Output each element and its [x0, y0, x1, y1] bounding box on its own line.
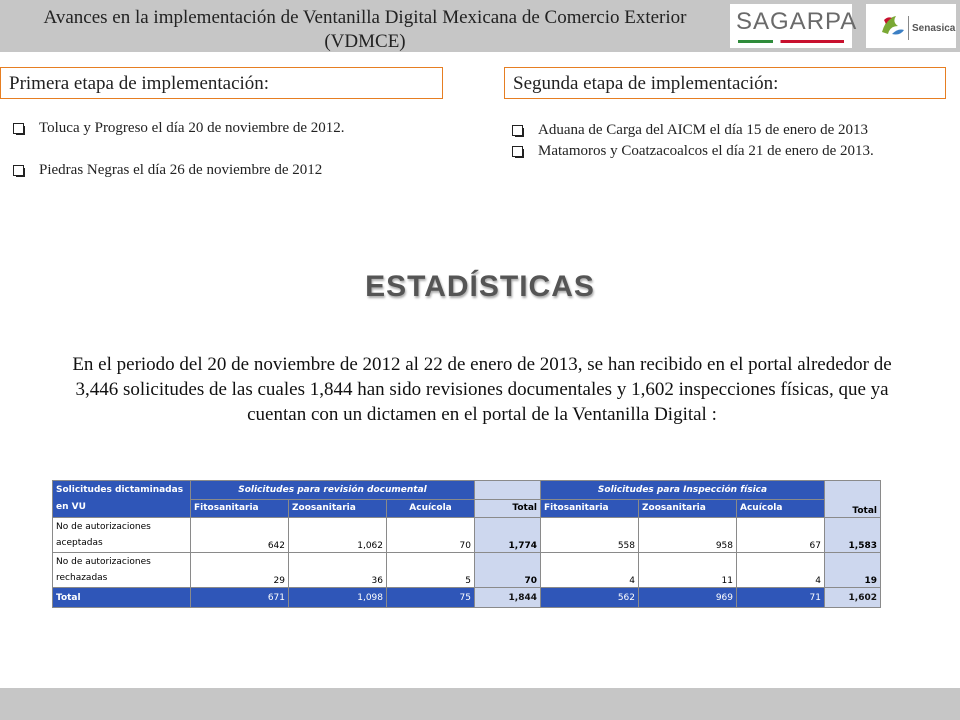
- senasica-logo-text: Senasica: [912, 23, 956, 34]
- footer-bar: [0, 688, 960, 720]
- stats-paragraph: En el periodo del 20 de noviembre de 2012 al 22 de enero de 2013, se han recibido en el portal alrededor de 3,446 solicitudes de las cuales 1,844 han sido revisiones documentales y 1,602 inspecciones físicas, que ya cuentan con un dictamen en el portal de la Ventanilla Digital :: [72, 354, 892, 425]
- table-row: [53, 553, 881, 588]
- sagarpa-logo: [730, 4, 858, 48]
- checkbox-bullet-icon: [512, 125, 523, 136]
- checkbox-bullet-icon: [512, 146, 523, 157]
- senasica-emblem-icon: [878, 12, 906, 40]
- list-item: [13, 160, 473, 181]
- col-header: Fitosanitaria: [191, 499, 289, 518]
- col-header-total1: Total: [475, 499, 541, 518]
- table-cell: 11: [639, 553, 737, 588]
- list-item-text: Toluca y Progreso el día 20 de noviembre de 2012.: [39, 120, 345, 136]
- table-cell-total: 1,844: [475, 588, 541, 608]
- list-item: [512, 141, 922, 162]
- stage1-heading: Primera etapa de implementación:: [0, 67, 443, 99]
- checkbox-bullet-icon: [13, 123, 24, 134]
- table-cell: 71: [737, 588, 825, 608]
- table-cell: 671: [191, 588, 289, 608]
- sagarpa-logo-text: SAGARPA: [736, 8, 858, 35]
- table-cell: 4: [541, 553, 639, 588]
- table-cell-total: 1,774: [475, 518, 541, 553]
- table-cell: 70: [387, 518, 475, 553]
- col-header: Zoosanitaria: [289, 499, 387, 518]
- table-cell: 562: [541, 588, 639, 608]
- table-cell: 67: [737, 518, 825, 553]
- list-item: [512, 120, 922, 141]
- table-header-row: [53, 481, 881, 500]
- list-item: [13, 118, 473, 139]
- table-cell-total: 19: [825, 553, 881, 588]
- list-item-text: Aduana de Carga del AICM el día 15 de enero de 2013: [538, 122, 869, 138]
- flag-stripe: [738, 40, 844, 43]
- row-label: Total: [53, 588, 191, 608]
- col-header: Zoosanitaria: [639, 499, 737, 518]
- col-header: Acuícola: [387, 499, 475, 518]
- row-label: No de autorizaciones rechazadas: [53, 553, 191, 588]
- table-cell: 4: [737, 553, 825, 588]
- col-header: Acuícola: [737, 499, 825, 518]
- table-cell: 5: [387, 553, 475, 588]
- table-cell: 558: [541, 518, 639, 553]
- list-item-text: Piedras Negras el día 26 de noviembre de 2012: [39, 162, 323, 178]
- col-header: Fitosanitaria: [541, 499, 639, 518]
- checkbox-bullet-icon: [13, 165, 24, 176]
- group2-header: Solicitudes para Inspección física: [541, 481, 825, 500]
- table-cell-total: 70: [475, 553, 541, 588]
- header-spacer: [475, 481, 541, 500]
- row-header-cell: Solicitudes dictaminadas en VU: [53, 481, 191, 518]
- stats-table: [52, 480, 881, 608]
- col-header-total2: Total: [825, 481, 881, 518]
- stage1-list: [13, 118, 473, 181]
- table-cell: 36: [289, 553, 387, 588]
- table-cell: 75: [387, 588, 475, 608]
- stats-title: ESTADÍSTICAS: [365, 270, 595, 303]
- row-label: No de autorizaciones aceptadas: [53, 518, 191, 553]
- table-cell-total: 1,602: [825, 588, 881, 608]
- stage2-list: [512, 120, 922, 162]
- table-cell-total: 1,583: [825, 518, 881, 553]
- logo-divider: [908, 16, 909, 40]
- table-cell: 642: [191, 518, 289, 553]
- table-row: [53, 518, 881, 553]
- table-cell: 969: [639, 588, 737, 608]
- table-cell: 1,062: [289, 518, 387, 553]
- senasica-logo: [866, 4, 956, 48]
- table-cell: 958: [639, 518, 737, 553]
- group1-header: Solicitudes para revisión documental: [191, 481, 475, 500]
- list-item-text: Matamoros y Coatzacoalcos el día 21 de enero de 2013.: [538, 143, 874, 159]
- table-total-row: [53, 588, 881, 608]
- stage2-heading: Segunda etapa de implementación:: [504, 67, 946, 99]
- page-title: Avances en la implementación de Ventanilla Digital Mexicana de Comercio Exterior (VDMCE): [43, 7, 687, 52]
- table-cell: 29: [191, 553, 289, 588]
- table-cell: 1,098: [289, 588, 387, 608]
